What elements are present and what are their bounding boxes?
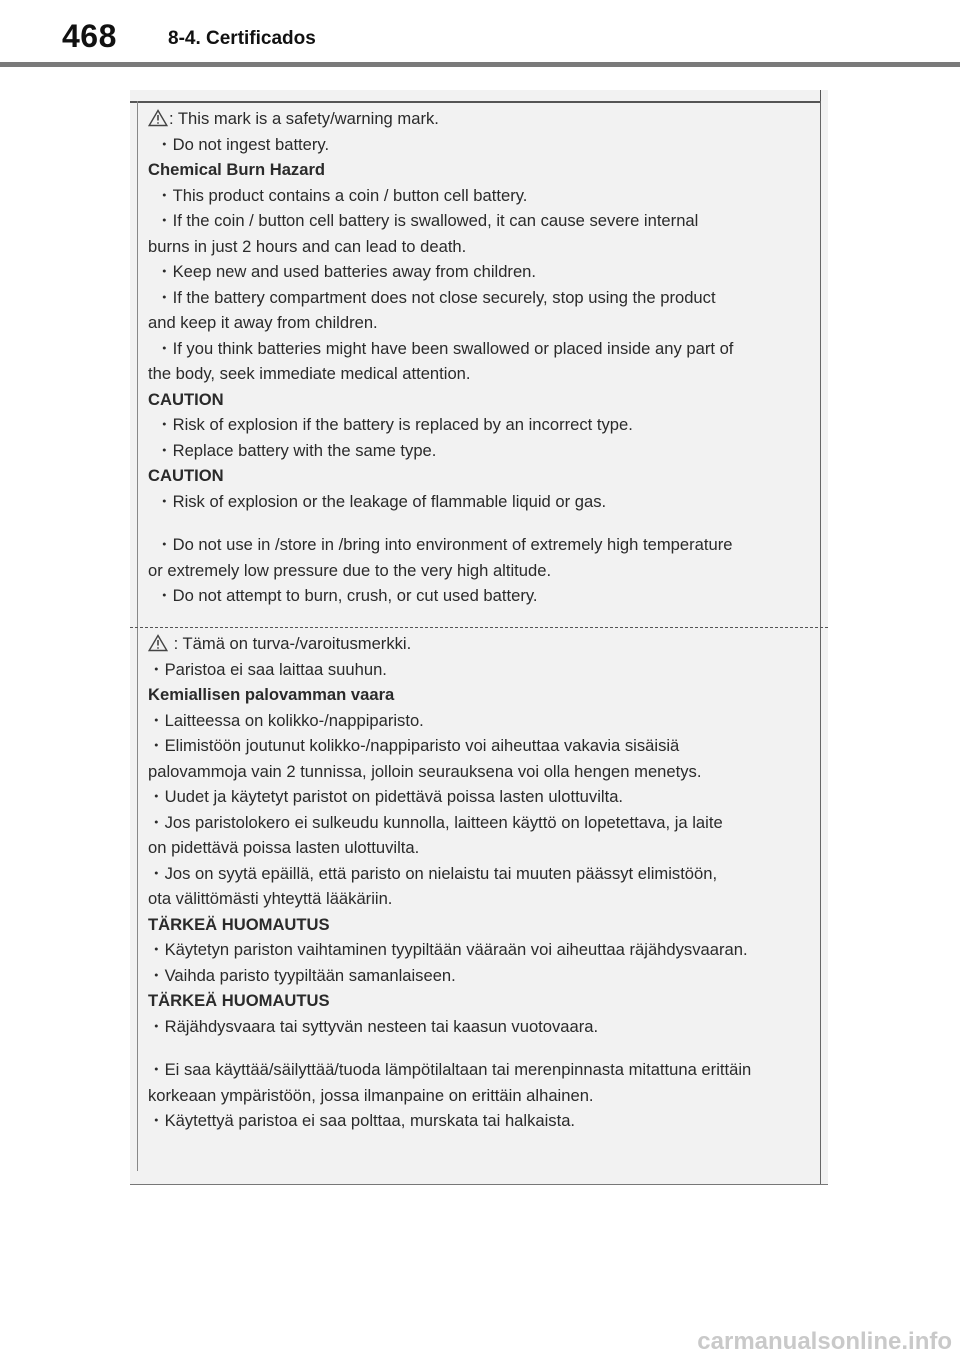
warning-triangle-icon: [148, 634, 168, 652]
line-text: ・Do not ingest battery.: [156, 134, 330, 154]
text-line: [148, 784, 820, 810]
line-text: : Tämä on turva-/varoitusmerkki.: [169, 634, 412, 653]
line-text: CAUTION: [148, 389, 224, 409]
line-text: TÄRKEÄ HUOMAUTUS: [148, 914, 330, 934]
line-text: burns in just 2 hours and can lead to death.: [148, 236, 467, 256]
line-text: ・Keep new and used batteries away from children.: [156, 262, 537, 281]
line-text: ・Replace battery with the same type.: [156, 440, 437, 460]
line-text: the body, seek immediate medical attention.: [148, 364, 471, 383]
text-line: [148, 759, 820, 785]
line-text: TÄRKEÄ HUOMAUTUS: [148, 991, 330, 1010]
text-line: [148, 886, 820, 912]
warning-heading: [148, 682, 820, 708]
text-line: [148, 234, 820, 260]
text-line: [148, 1057, 820, 1083]
line-text: ・Käytetyn pariston vaihtaminen tyypiltään vääraän voi aiheuttaa räjähdysvaaran.: [148, 940, 748, 959]
bullet-line: [148, 208, 820, 234]
bullet-line: [148, 438, 820, 464]
line-text: Chemical Burn Hazard: [148, 160, 326, 179]
page-header: [0, 0, 960, 62]
line-text: ・If the coin / button cell battery is swallowed, it can cause severe internal: [156, 211, 699, 230]
text-line: [148, 310, 820, 336]
bullet-line: [148, 412, 820, 438]
watermark: carmanualsonline.info: [697, 1328, 952, 1355]
bullet-line: [148, 336, 820, 362]
line-text: and keep it away from children.: [148, 313, 378, 332]
bullet-line: [148, 489, 820, 515]
warning-heading: [148, 912, 820, 938]
warning-triangle-icon: [148, 109, 168, 127]
line-text: ・Elimistöön joutunut kolikko-/nappiparisto voi aiheuttaa vakavia sisäisiä: [148, 736, 680, 755]
line-text: on pidettävä poissa lasten ulottuvilta.: [148, 838, 420, 857]
line-text: palovammoja vain 2 tunnissa, jolloin seurauksena voi olla hengen menetys.: [148, 761, 702, 781]
line-text: ・If you think batteries might have been swallowed or placed inside any part of: [156, 338, 734, 358]
bullet-line: [148, 532, 820, 558]
scan-bottom-border: [130, 1184, 828, 1185]
english-warning-text: [148, 106, 820, 609]
line-text: ・Risk of explosion if the battery is replaced by an incorrect type.: [156, 415, 633, 434]
finnish-warning-text: [148, 631, 820, 1134]
text-line: [148, 733, 820, 759]
spacer: [148, 1039, 820, 1057]
warning-heading: [148, 463, 820, 489]
page-number: 468: [62, 18, 117, 54]
line-text: ・Jos paristolokero ei sulkeudu kunnolla, laitteen käyttö on lopetettava, ja laite: [148, 812, 723, 832]
warning-heading: [148, 387, 820, 413]
text-line: [148, 861, 820, 887]
text-line: [148, 810, 820, 836]
line-text: ・Risk of explosion or the leakage of flammable liquid or gas.: [156, 491, 607, 511]
warning-heading: [148, 988, 820, 1014]
text-line: [148, 1083, 820, 1109]
text-line: [148, 708, 820, 734]
line-text: ・Räjähdysvaara tai syttyvän nesteen tai kaasun vuotovaara.: [148, 1016, 599, 1036]
text-line: [148, 835, 820, 861]
line-text: CAUTION: [148, 466, 224, 485]
scan-left-border: [137, 101, 138, 1171]
line-text: ・Uudet ja käytetyt paristot on pidettävä poissa lasten ulottuvilta.: [148, 787, 624, 806]
text-line: [148, 1108, 820, 1134]
safety-mark-line: [148, 631, 820, 657]
line-text: ・Vaihda paristo tyypiltään samanlaiseen.: [148, 965, 456, 985]
text-line: [148, 963, 820, 989]
line-text: ・Do not use in /store in /bring into environment of extremely high temperature: [156, 535, 733, 554]
bullet-line: [148, 583, 820, 609]
scan-right-border: [820, 101, 821, 1185]
line-text: ・Käytettyä paristoa ei saa polttaa, murskata tai halkaista.: [148, 1111, 576, 1130]
section-title: 8-4. Certificados: [168, 28, 316, 49]
line-text: korkeaan ympäristöön, jossa ilmanpaine on erittäin alhainen.: [148, 1085, 594, 1105]
warning-heading: [148, 157, 820, 183]
line-text: ・Do not attempt to burn, crush, or cut used battery.: [156, 586, 538, 605]
line-text: ・If the battery compartment does not close securely, stop using the product: [156, 287, 716, 307]
line-text: : This mark is a safety/warning mark.: [169, 109, 439, 128]
header-rule: [0, 62, 960, 67]
bullet-line: [148, 132, 820, 158]
text-line: [148, 937, 820, 963]
bullet-line: [148, 183, 820, 209]
text-line: [148, 558, 820, 584]
line-text: ota välittömästi yhteyttä lääkäriin.: [148, 889, 393, 908]
bullet-line: [148, 259, 820, 285]
safety-mark-line: [148, 106, 820, 132]
bullet-line: [148, 285, 820, 311]
line-text: ・This product contains a coin / button cell battery.: [156, 185, 528, 205]
text-line: [148, 657, 820, 683]
line-text: ・Ei saa käyttää/säilyttää/tuoda lämpötilaltaan tai merenpinnasta mitattuna erittäin: [148, 1060, 752, 1079]
line-text: ・Laitteessa on kolikko-/nappiparisto.: [148, 710, 424, 730]
section-divider: [130, 627, 828, 628]
line-text: or extremely low pressure due to the very high altitude.: [148, 560, 552, 580]
line-text: ・Paristoa ei saa laittaa suuhun.: [148, 659, 387, 679]
text-line: [148, 361, 820, 387]
line-text: Kemiallisen palovamman vaara: [148, 685, 395, 704]
scan-top-border: [130, 101, 820, 103]
spacer: [148, 514, 820, 532]
text-line: [148, 1014, 820, 1040]
line-text: ・Jos on syytä epäillä, että paristo on nielaistu tai muuten päässyt elimistöön,: [148, 863, 718, 883]
